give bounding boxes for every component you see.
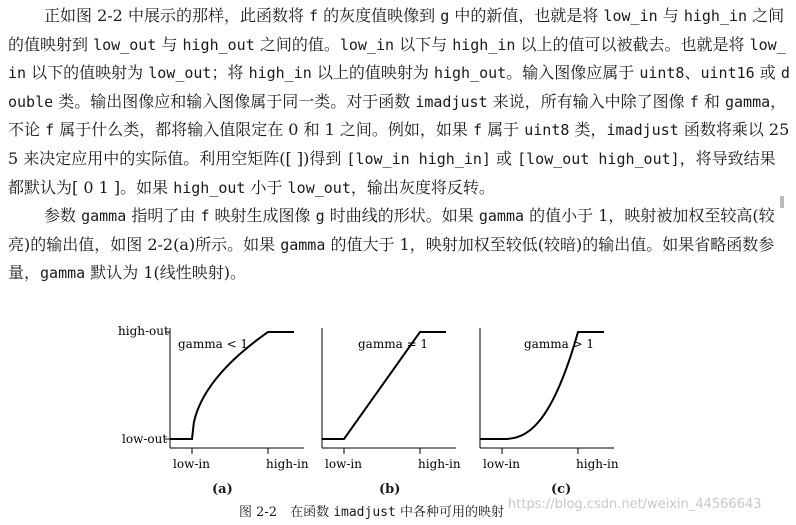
code-run: high_out xyxy=(173,178,246,197)
text-run: ；将 xyxy=(211,63,249,83)
text-run: ，将导致结果都默认为[ 0 1 ]。如果 xyxy=(8,148,776,197)
code-run: low_out xyxy=(93,35,157,54)
code-run: high_out xyxy=(433,64,507,83)
code-run: g xyxy=(315,207,325,226)
text-run: ，不论 xyxy=(8,91,787,140)
x-label-low-in: low-in xyxy=(173,457,210,471)
paragraph-1 xyxy=(8,2,790,202)
x-label-high-in: high-in xyxy=(418,457,461,471)
code-run: gamma xyxy=(725,92,771,111)
body-text xyxy=(8,2,790,288)
code-run: f xyxy=(473,121,483,140)
text-run: 来说，所有输入中除了图像 xyxy=(487,91,690,111)
text-run: 指明了由 xyxy=(126,206,201,226)
x-label-low-in: low-in xyxy=(483,457,520,471)
code-run: low_in xyxy=(8,35,786,83)
scrollbar-thumb[interactable] xyxy=(780,196,784,208)
x-label-high-in: high-in xyxy=(266,457,309,471)
text-run: 函数将乘以 255 来决定应用中的实际值。利用空矩阵([ ])得到 xyxy=(8,120,790,168)
code-run: gamma xyxy=(40,264,86,283)
code-run: f xyxy=(45,121,55,140)
plot-c-svg xyxy=(428,318,618,478)
code-run: high_in xyxy=(683,7,748,25)
code-run: f xyxy=(689,92,699,111)
code-run: uint8 xyxy=(639,64,685,83)
code-run: uint8 xyxy=(524,121,570,140)
text-run: 以下的值映射为 xyxy=(26,63,149,83)
text-run: 之间的值。 xyxy=(254,34,340,54)
code-run: gamma xyxy=(478,207,525,226)
subfigure-label-a: (a) xyxy=(212,482,233,497)
text-run: 时曲线的形状。如果 xyxy=(324,206,479,226)
text-run: 属于 xyxy=(482,120,525,140)
code-run: f xyxy=(200,207,210,226)
text-run: 以下与 xyxy=(394,34,453,54)
code-run: imadjust xyxy=(606,121,679,140)
code-run: gamma xyxy=(280,235,326,254)
text-run: 以上的值可以被截去。也就是将 xyxy=(515,34,750,54)
code-run: f xyxy=(309,7,319,25)
text-run: 。输入图像应属于 xyxy=(506,63,640,83)
text-run: ，输出灰度将反转。 xyxy=(350,177,495,197)
text-run: 和 xyxy=(698,91,725,111)
text-run: 小于 xyxy=(245,177,288,197)
caption-code: imadjust xyxy=(333,505,396,520)
y-label-low-out: low-out xyxy=(122,432,168,446)
text-run: 之间的值映射到 xyxy=(8,6,785,54)
text-run: 正如图 2-2 中展示的那样，此函数将 xyxy=(44,6,310,25)
text-run: 或 xyxy=(754,63,781,83)
code-run: high_in xyxy=(248,64,312,83)
code-run: double xyxy=(8,64,790,111)
watermark-url: https://blog.csdn.net/weixin_44566643 xyxy=(508,497,762,512)
gamma-label-a: gamma < 1 xyxy=(178,337,249,351)
figure-caption xyxy=(239,501,504,520)
x-label-high-in: high-in xyxy=(576,457,619,471)
text-run: 或 xyxy=(490,148,518,168)
text-run: 的值小于 1，映射被加权至较高(较亮)的输出值，如图 2-2(a)所示。如果 xyxy=(8,206,775,254)
caption-suffix: 中各种可用的映射 xyxy=(395,505,504,520)
code-run: low_in xyxy=(603,7,658,25)
text-run: 与 xyxy=(657,6,684,25)
text-run: 类。输出图像应和输入图像属于同一类。对于函数 xyxy=(53,91,416,111)
caption-prefix: 图 2-2 在函数 xyxy=(239,505,334,520)
gamma-label-c: gamma > 1 xyxy=(524,337,595,351)
code-run: g xyxy=(440,7,450,25)
code-run: low_in xyxy=(339,35,395,54)
code-run: high_out xyxy=(182,35,255,54)
text-run: 映射生成图像 xyxy=(209,206,316,226)
text-run: 以上的值映射为 xyxy=(311,63,434,83)
gamma-label-b: gamma = 1 xyxy=(358,337,429,351)
text-run: 类， xyxy=(569,120,607,140)
text-run: 与 xyxy=(156,34,183,54)
text-run: 中的新值，也就是将 xyxy=(449,6,604,25)
text-run: 的灰度值映像到 xyxy=(318,6,441,25)
paragraph-2 xyxy=(8,202,790,288)
code-run: [low_in high_in] xyxy=(346,149,491,168)
text-run: 的值大于 1，映射加权至较低(较暗)的输出值。如果省略函数参量， xyxy=(8,234,775,283)
code-run: uint16 xyxy=(700,64,755,83)
text-run: 、 xyxy=(684,63,701,83)
code-run: high_in xyxy=(452,35,516,54)
y-label-high-out: high-out xyxy=(118,324,169,338)
x-label-low-in: low-in xyxy=(325,457,362,471)
code-run: low_out xyxy=(287,178,351,197)
subfigure-label-c: (c) xyxy=(551,482,572,497)
text-run: 属于什么类，都将输入值限定在 0 和 1 之间。例如，如果 xyxy=(54,120,474,140)
code-run: [low_out high_out] xyxy=(517,149,680,168)
text-run: 默认为 1(线性映射)。 xyxy=(85,263,247,283)
code-run: gamma xyxy=(81,207,127,226)
subfigure-label-b: (b) xyxy=(379,482,401,497)
code-run: low_out xyxy=(148,64,212,83)
mapping-plot-c xyxy=(428,318,618,482)
code-run: imadjust xyxy=(415,92,488,111)
text-run: 参数 xyxy=(44,206,82,226)
